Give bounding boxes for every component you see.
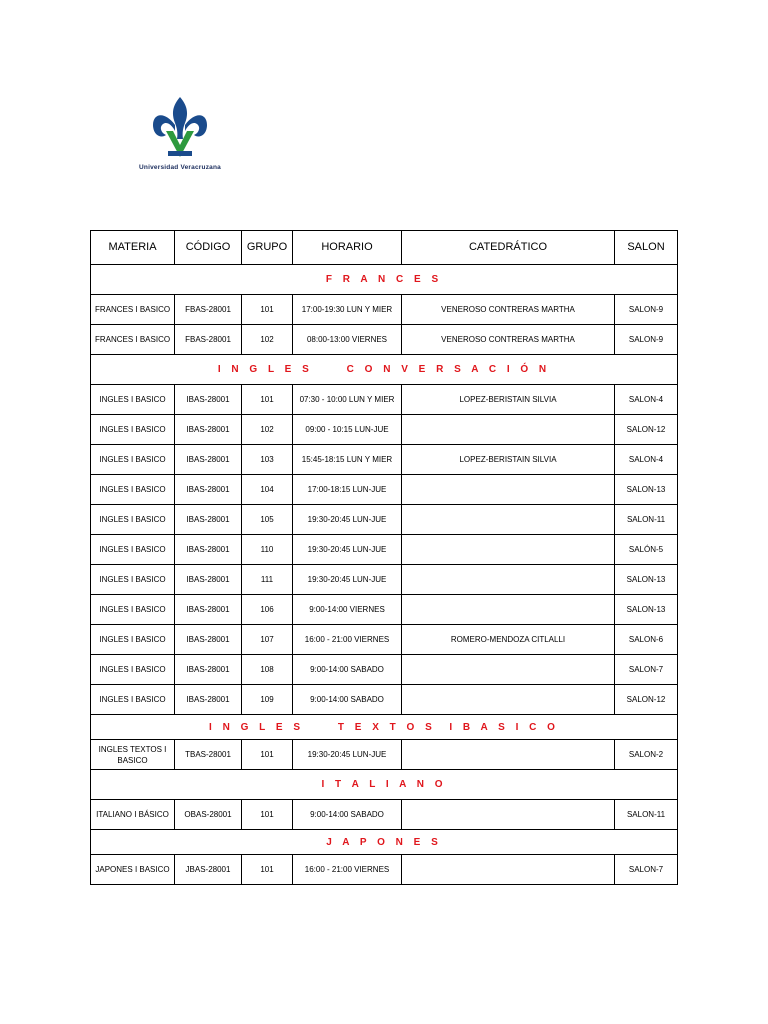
fleur-de-lis-icon (151, 95, 209, 161)
cell-catedratico (402, 415, 615, 445)
table-row (91, 565, 678, 595)
cell-salon: SALON-7 (615, 855, 678, 885)
cell-grupo: 102 (242, 415, 293, 445)
cell-horario: 09:00 - 10:15 LUN-JUE (293, 415, 402, 445)
table-row (91, 445, 678, 475)
cell-codigo: IBAS-28001 (175, 445, 242, 475)
cell-horario: 19:30-20:45 LUN-JUE (293, 740, 402, 770)
table-row (91, 595, 678, 625)
cell-materia: INGLES I BASICO (91, 655, 175, 685)
header-codigo: CÓDIGO (175, 231, 242, 265)
cell-materia: FRANCES I BASICO (91, 325, 175, 355)
cell-horario: 9:00-14:00 SABADO (293, 800, 402, 830)
cell-materia: INGLES I BASICO (91, 505, 175, 535)
cell-grupo: 108 (242, 655, 293, 685)
cell-horario: 17:00-19:30 LUN Y MIER (293, 295, 402, 325)
table-row (91, 740, 678, 770)
cell-grupo: 101 (242, 800, 293, 830)
cell-grupo: 101 (242, 855, 293, 885)
section-header (91, 715, 678, 740)
cell-codigo: JBAS-28001 (175, 855, 242, 885)
cell-salon: SALON-11 (615, 505, 678, 535)
table-row (91, 655, 678, 685)
cell-salon: SALÓN-5 (615, 535, 678, 565)
cell-grupo: 111 (242, 565, 293, 595)
cell-codigo: FBAS-28001 (175, 325, 242, 355)
cell-catedratico (402, 565, 615, 595)
header-catedratico: CATEDRÁTICO (402, 231, 615, 265)
table-row (91, 685, 678, 715)
section-header (91, 355, 678, 385)
cell-catedratico (402, 855, 615, 885)
section-header (91, 265, 678, 295)
cell-salon: SALON-13 (615, 475, 678, 505)
cell-grupo: 101 (242, 295, 293, 325)
cell-catedratico: LOPEZ-BERISTAIN SILVIA (402, 445, 615, 475)
cell-salon: SALON-12 (615, 415, 678, 445)
cell-codigo: IBAS-28001 (175, 655, 242, 685)
cell-horario: 19:30-20:45 LUN-JUE (293, 505, 402, 535)
cell-materia: ITALIANO I BÁSICO (91, 800, 175, 830)
cell-materia: INGLES I BASICO (91, 595, 175, 625)
cell-horario: 15:45-18:15 LUN Y MIER (293, 445, 402, 475)
cell-catedratico (402, 740, 615, 770)
cell-codigo: IBAS-28001 (175, 505, 242, 535)
cell-horario: 16:00 - 21:00 VIERNES (293, 855, 402, 885)
table-row (91, 800, 678, 830)
cell-salon: SALON-6 (615, 625, 678, 655)
table-row (91, 625, 678, 655)
cell-catedratico (402, 475, 615, 505)
cell-horario: 19:30-20:45 LUN-JUE (293, 535, 402, 565)
cell-horario: 07:30 - 10:00 LUN Y MIER (293, 385, 402, 415)
cell-grupo: 102 (242, 325, 293, 355)
cell-catedratico (402, 595, 615, 625)
section-title: F R A N C E S (91, 265, 678, 295)
cell-codigo: IBAS-28001 (175, 595, 242, 625)
cell-grupo: 103 (242, 445, 293, 475)
header-grupo: GRUPO (242, 231, 293, 265)
cell-codigo: OBAS-28001 (175, 800, 242, 830)
cell-horario: 08:00-13:00 VIERNES (293, 325, 402, 355)
cell-salon: SALON-13 (615, 595, 678, 625)
cell-catedratico (402, 800, 615, 830)
cell-codigo: FBAS-28001 (175, 295, 242, 325)
cell-materia: INGLES I BASICO (91, 385, 175, 415)
section-title: I N G L E S T E X T O S I B A S I C O (91, 715, 678, 740)
cell-salon: SALON-4 (615, 385, 678, 415)
cell-salon: SALON-9 (615, 325, 678, 355)
cell-materia: INGLES I BASICO (91, 535, 175, 565)
cell-grupo: 101 (242, 740, 293, 770)
cell-catedratico (402, 685, 615, 715)
cell-catedratico: ROMERO-MENDOZA CITLALLI (402, 625, 615, 655)
cell-codigo: IBAS-28001 (175, 415, 242, 445)
cell-catedratico: LOPEZ-BERISTAIN SILVIA (402, 385, 615, 415)
cell-catedratico (402, 505, 615, 535)
cell-catedratico (402, 535, 615, 565)
cell-materia: INGLES TEXTOS I BASICO (91, 740, 175, 770)
cell-grupo: 101 (242, 385, 293, 415)
cell-materia: INGLES I BASICO (91, 415, 175, 445)
table-row (91, 855, 678, 885)
cell-codigo: IBAS-28001 (175, 385, 242, 415)
cell-salon: SALON-11 (615, 800, 678, 830)
section-title: I N G L E S C O N V E R S A C I Ó N (91, 355, 678, 385)
cell-horario: 9:00-14:00 SABADO (293, 655, 402, 685)
section-header (91, 830, 678, 855)
table-row (91, 325, 678, 355)
cell-materia: FRANCES I BASICO (91, 295, 175, 325)
header-horario: HORARIO (293, 231, 402, 265)
cell-salon: SALON-9 (615, 295, 678, 325)
header-materia: MATERIA (91, 231, 175, 265)
table-row (91, 385, 678, 415)
table-row (91, 415, 678, 445)
cell-grupo: 105 (242, 505, 293, 535)
section-title: J A P O N E S (91, 830, 678, 855)
cell-codigo: IBAS-28001 (175, 475, 242, 505)
header-salon: SALON (615, 231, 678, 265)
cell-codigo: IBAS-28001 (175, 565, 242, 595)
cell-materia: INGLES I BASICO (91, 625, 175, 655)
table-row (91, 475, 678, 505)
cell-materia: INGLES I BASICO (91, 685, 175, 715)
cell-codigo: IBAS-28001 (175, 625, 242, 655)
cell-horario: 9:00-14:00 VIERNES (293, 595, 402, 625)
cell-catedratico (402, 655, 615, 685)
cell-salon: SALON-4 (615, 445, 678, 475)
section-header (91, 770, 678, 800)
cell-salon: SALON-7 (615, 655, 678, 685)
cell-materia: INGLES I BASICO (91, 565, 175, 595)
cell-grupo: 109 (242, 685, 293, 715)
cell-codigo: TBAS-28001 (175, 740, 242, 770)
cell-codigo: IBAS-28001 (175, 535, 242, 565)
cell-horario: 16:00 - 21:00 VIERNES (293, 625, 402, 655)
cell-salon: SALON-13 (615, 565, 678, 595)
section-title: I T A L I A N O (91, 770, 678, 800)
table-row (91, 295, 678, 325)
cell-salon: SALON-12 (615, 685, 678, 715)
cell-horario: 9:00-14:00 SABADO (293, 685, 402, 715)
schedule-body (91, 265, 678, 885)
cell-materia: INGLES I BASICO (91, 445, 175, 475)
header-row (91, 231, 678, 265)
cell-horario: 19:30-20:45 LUN-JUE (293, 565, 402, 595)
cell-catedratico: VENEROSO CONTRERAS MARTHA (402, 295, 615, 325)
university-logo (130, 95, 230, 177)
cell-grupo: 107 (242, 625, 293, 655)
table-row (91, 505, 678, 535)
cell-codigo: IBAS-28001 (175, 685, 242, 715)
cell-grupo: 104 (242, 475, 293, 505)
cell-materia: INGLES I BASICO (91, 475, 175, 505)
cell-salon: SALON-2 (615, 740, 678, 770)
logo-text: Universidad Veracruzana (139, 164, 221, 171)
cell-catedratico: VENEROSO CONTRERAS MARTHA (402, 325, 615, 355)
cell-materia: JAPONES I BASICO (91, 855, 175, 885)
table-row (91, 535, 678, 565)
schedule-table (90, 230, 678, 885)
cell-horario: 17:00-18:15 LUN-JUE (293, 475, 402, 505)
cell-grupo: 106 (242, 595, 293, 625)
cell-grupo: 110 (242, 535, 293, 565)
